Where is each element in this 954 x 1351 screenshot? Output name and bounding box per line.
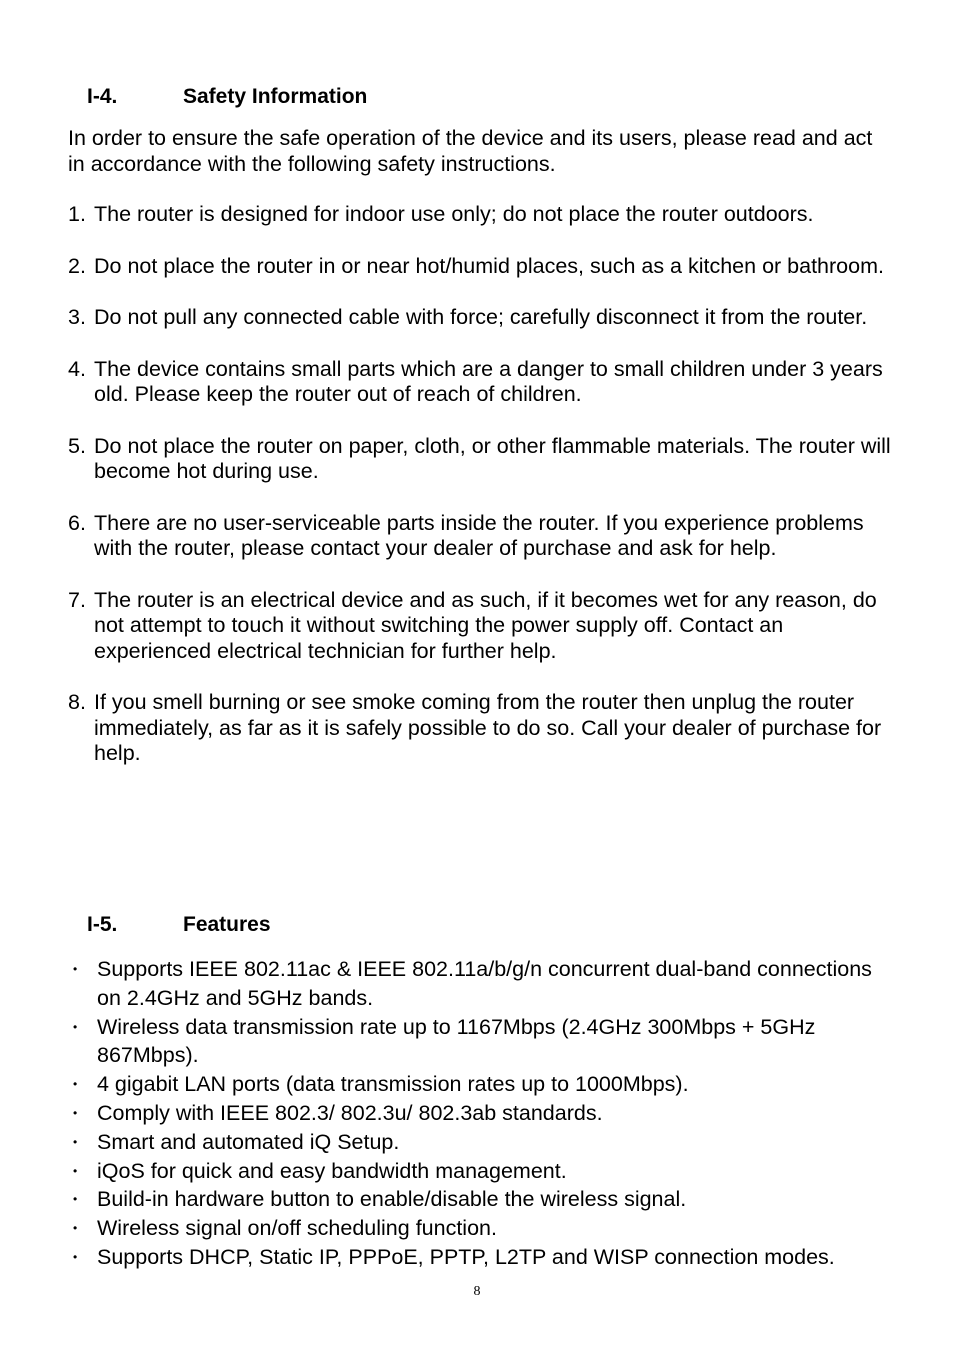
feature-item: [68, 1157, 898, 1186]
safety-item: [68, 202, 898, 228]
bullet-icon: •: [73, 1249, 78, 1264]
feature-item: [68, 1070, 898, 1099]
item-text: The router is designed for indoor use only; do not place the router outdoors.: [94, 202, 814, 226]
item-number: 4.: [68, 356, 86, 381]
section-number: I-4.: [87, 85, 118, 108]
item-number: 1.: [68, 202, 86, 226]
item-text: Do not place the router in or near hot/humid places, such as a kitchen or bathroom.: [94, 253, 884, 278]
item-text: Do not pull any connected cable with force; carefully disconnect it from the router.: [94, 305, 868, 329]
page-number: 8: [473, 1284, 481, 1299]
bullet-icon: •: [73, 1077, 78, 1092]
item-number: 3.: [68, 305, 86, 329]
bullet-icon: •: [73, 1221, 78, 1236]
item-number: 2.: [68, 253, 86, 278]
item-number: 8.: [68, 690, 86, 714]
feature-text: Supports IEEE 802.11ac & IEEE 802.11a/b/g/n concurrent dual-band connections on 2.4GHz and 5GHz bands.: [97, 957, 872, 1010]
safety-instructions-list: [68, 202, 898, 793]
safety-item: [68, 690, 898, 767]
item-number: 7.: [68, 587, 86, 612]
item-text: There are no user-serviceable parts inside the router. If you experience problems with the router, please contact your dealer of purchase and ask for help.: [94, 510, 864, 560]
feature-text: Supports DHCP, Static IP, PPPoE, PPTP, L2TP and WISP connection modes.: [97, 1244, 835, 1269]
bullet-icon: •: [73, 1163, 78, 1178]
bullet-icon: •: [73, 962, 78, 976]
item-text: The device contains small parts which are a danger to small children under 3 years old. Please keep the router out of reach of children.: [94, 356, 883, 406]
bullet-icon: •: [73, 1019, 78, 1034]
item-number: 6.: [68, 510, 86, 535]
safety-item: [68, 254, 898, 280]
bullet-icon: •: [73, 1105, 78, 1120]
feature-item: [68, 1128, 898, 1157]
safety-intro-paragraph: In order to ensure the safe operation of the device and its users, please read and act in accordance with the following safety instructions.: [68, 126, 873, 176]
feature-text: Comply with IEEE 802.3/ 802.3u/ 802.3ab standards.: [97, 1100, 603, 1125]
section-heading-safety: [87, 84, 367, 110]
safety-item: [68, 305, 898, 331]
feature-item: [68, 1214, 898, 1243]
safety-item: [68, 357, 898, 408]
feature-item: [68, 1099, 898, 1128]
item-text: If you smell burning or see smoke coming from the router then unplug the router immediately, as far as it is safely possible to do so. Call your dealer of purchase for help.: [94, 690, 882, 765]
bullet-icon: •: [73, 1134, 78, 1149]
bullet-icon: •: [73, 1192, 78, 1207]
item-number: 5.: [68, 433, 86, 458]
safety-item: [68, 511, 898, 562]
feature-item: [68, 1185, 898, 1214]
feature-text: Smart and automated iQ Setup.: [97, 1129, 400, 1154]
feature-text: iQoS for quick and easy bandwidth management.: [97, 1158, 567, 1183]
feature-item: [68, 1013, 898, 1071]
feature-item: [68, 955, 898, 1013]
feature-text: Build-in hardware button to enable/disable the wireless signal.: [97, 1187, 687, 1212]
safety-item: [68, 588, 898, 665]
section-number: I-5.: [87, 913, 118, 936]
section-title: Features: [183, 913, 271, 936]
feature-text: Wireless data transmission rate up to 1167Mbps (2.4GHz 300Mbps + 5GHz 867Mbps).: [97, 1014, 816, 1068]
features-list: [68, 955, 898, 1272]
item-text: The router is an electrical device and as such, if it becomes wet for any reason, do not attempt to touch it without switching the power supply off. Contact an experienced electrical technician for further help.: [94, 587, 877, 663]
section-title: Safety Information: [183, 85, 368, 108]
section-heading-features: [87, 912, 271, 938]
feature-text: Wireless signal on/off scheduling function.: [97, 1216, 497, 1241]
safety-item: [68, 434, 898, 485]
feature-item: [68, 1243, 898, 1272]
feature-text: 4 gigabit LAN ports (data transmission rates up to 1000Mbps).: [97, 1072, 689, 1097]
item-text: Do not place the router on paper, cloth, or other flammable materials. The router will become hot during use.: [94, 433, 891, 483]
